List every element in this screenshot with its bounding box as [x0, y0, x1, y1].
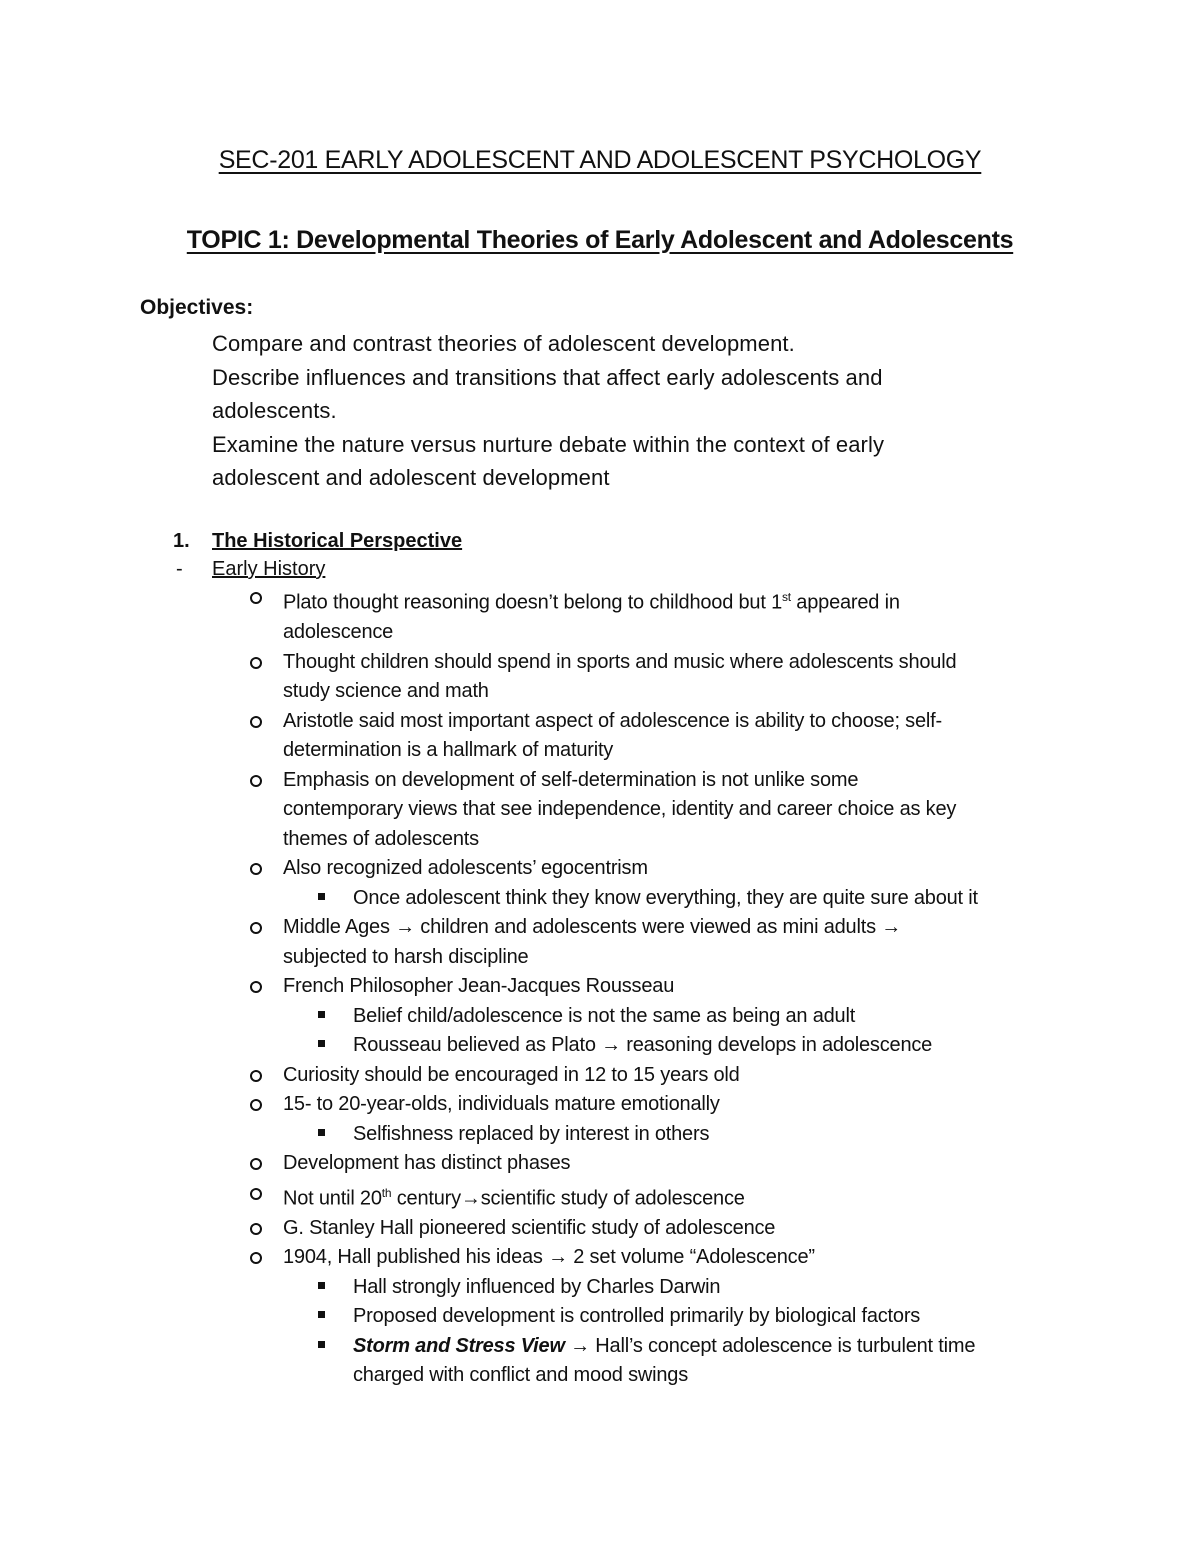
bullet-line: Plato thought reasoning doesn’t belong to childhood but 1st appeared in: [283, 590, 900, 614]
objectives-heading: Objectives:: [140, 296, 254, 319]
sub-bullet-item: [0, 1120, 1200, 1150]
bullet-line: French Philosopher Jean-Jacques Rousseau: [283, 975, 675, 998]
bullet-item: [0, 707, 1200, 766]
bullet-item: [0, 1243, 1200, 1273]
objective-line: Compare and contrast theories of adolescent development.: [212, 331, 795, 356]
section-number: 1.: [173, 530, 190, 552]
bullet-item: [0, 1149, 1200, 1179]
circle-bullet-icon: [250, 592, 262, 604]
bullet-item: [0, 1090, 1200, 1120]
bullet-line: Not until 20th century→scientific study of adolescence: [283, 1185, 745, 1210]
square-bullet-icon: [318, 1341, 325, 1348]
bullet-item: [0, 583, 1200, 648]
bullet-line: Middle Ages → children and adolescents were viewed as mini adults →: [283, 916, 902, 939]
sub-bullet-item: [0, 1031, 1200, 1061]
objective-line: adolescent and adolescent development: [212, 465, 610, 490]
topic-title: TOPIC 1: Developmental Theories of Early Adolescent and Adolescents: [186, 226, 1014, 254]
document-title: SEC-201 EARLY ADOLESCENT AND ADOLESCENT PSYCHOLOGY: [218, 146, 982, 174]
bullet-list: [0, 583, 1200, 1391]
bullet-line: adolescence: [283, 621, 394, 644]
bullet-line: contemporary views that see independence, identity and career choice as key: [283, 798, 957, 821]
ordinal-superscript: st: [782, 590, 791, 604]
subsection-marker: -: [176, 558, 183, 580]
bullet-line: Rousseau believed as Plato → reasoning develops in adolescence: [353, 1034, 933, 1057]
bullet-line: study science and math: [283, 680, 489, 703]
circle-bullet-icon: [250, 1099, 262, 1111]
bullet-line: Belief child/adolescence is not the same as being an adult: [353, 1004, 856, 1027]
bullet-item: [0, 648, 1200, 707]
sub-bullet-item: [0, 884, 1200, 914]
sub-bullet-item: [0, 1332, 1200, 1391]
circle-bullet-icon: [250, 657, 262, 669]
circle-bullet-icon: [250, 981, 262, 993]
bullet-line: Curiosity should be encouraged in 12 to 15 years old: [283, 1063, 740, 1086]
square-bullet-icon: [318, 1040, 325, 1047]
objectives-list: [212, 327, 1032, 495]
ordinal-superscript: th: [381, 1185, 392, 1200]
bullet-line: Emphasis on development of self-determination is not unlike some: [283, 768, 859, 791]
sub-bullet-item: [0, 1302, 1200, 1332]
square-bullet-icon: [318, 1311, 325, 1318]
bullet-line: subjected to harsh discipline: [283, 945, 529, 968]
bullet-item: [0, 854, 1200, 884]
sub-bullet-item: [0, 1273, 1200, 1303]
bullet-line: Thought children should spend in sports and music where adolescents should: [283, 650, 957, 673]
circle-bullet-icon: [250, 922, 262, 934]
bullet-line: themes of adolescents: [283, 827, 479, 850]
bullet-line: charged with conflict and mood swings: [353, 1364, 689, 1387]
circle-bullet-icon: [250, 1252, 262, 1264]
objective-line: Examine the nature versus nurture debate within the context of early: [212, 431, 885, 457]
bullet-line: Storm and Stress View → Hall’s concept adolescence is turbulent time: [353, 1334, 976, 1357]
bullet-line: Hall strongly influenced by Charles Darwin: [353, 1275, 721, 1298]
square-bullet-icon: [318, 1129, 325, 1136]
bullet-item: [0, 972, 1200, 1002]
circle-bullet-icon: [250, 1188, 262, 1200]
section-title: The Historical Perspective: [212, 530, 463, 552]
circle-bullet-icon: [250, 1158, 262, 1170]
bullet-line: 1904, Hall published his ideas → 2 set volume “Adolescence”: [283, 1246, 815, 1269]
bullet-item: [0, 1179, 1200, 1214]
bullet-line: 15- to 20-year-olds, individuals mature emotionally: [283, 1093, 720, 1116]
subsection-title: Early History: [212, 558, 326, 580]
circle-bullet-icon: [250, 1223, 262, 1235]
objective-line: Describe influences and transitions that affect early adolescents and: [212, 364, 883, 390]
bullet-line: G. Stanley Hall pioneered scientific study of adolescence: [283, 1216, 776, 1239]
circle-bullet-icon: [250, 1070, 262, 1082]
bullet-item: [0, 913, 1200, 972]
bullet-item: [0, 1214, 1200, 1244]
emphasis-term: Storm and Stress View: [353, 1334, 565, 1357]
bullet-line: Also recognized adolescents’ egocentrism: [283, 857, 648, 880]
bullet-line: Proposed development is controlled primarily by biological factors: [353, 1305, 921, 1328]
bullet-line: Development has distinct phases: [283, 1152, 571, 1175]
bullet-item: [0, 766, 1200, 855]
square-bullet-icon: [318, 893, 325, 900]
bullet-line: determination is a hallmark of maturity: [283, 739, 614, 762]
square-bullet-icon: [318, 1011, 325, 1018]
bullet-line: Selfishness replaced by interest in others: [353, 1122, 710, 1145]
sub-bullet-item: [0, 1002, 1200, 1032]
circle-bullet-icon: [250, 775, 262, 787]
circle-bullet-icon: [250, 716, 262, 728]
objective-line: adolescents.: [212, 398, 337, 423]
bullet-line: Once adolescent think they know everything, they are quite sure about it: [353, 886, 978, 909]
square-bullet-icon: [318, 1282, 325, 1289]
bullet-line: Aristotle said most important aspect of adolescence is ability to choose; self-: [283, 709, 942, 732]
circle-bullet-icon: [250, 863, 262, 875]
bullet-item: [0, 1061, 1200, 1091]
